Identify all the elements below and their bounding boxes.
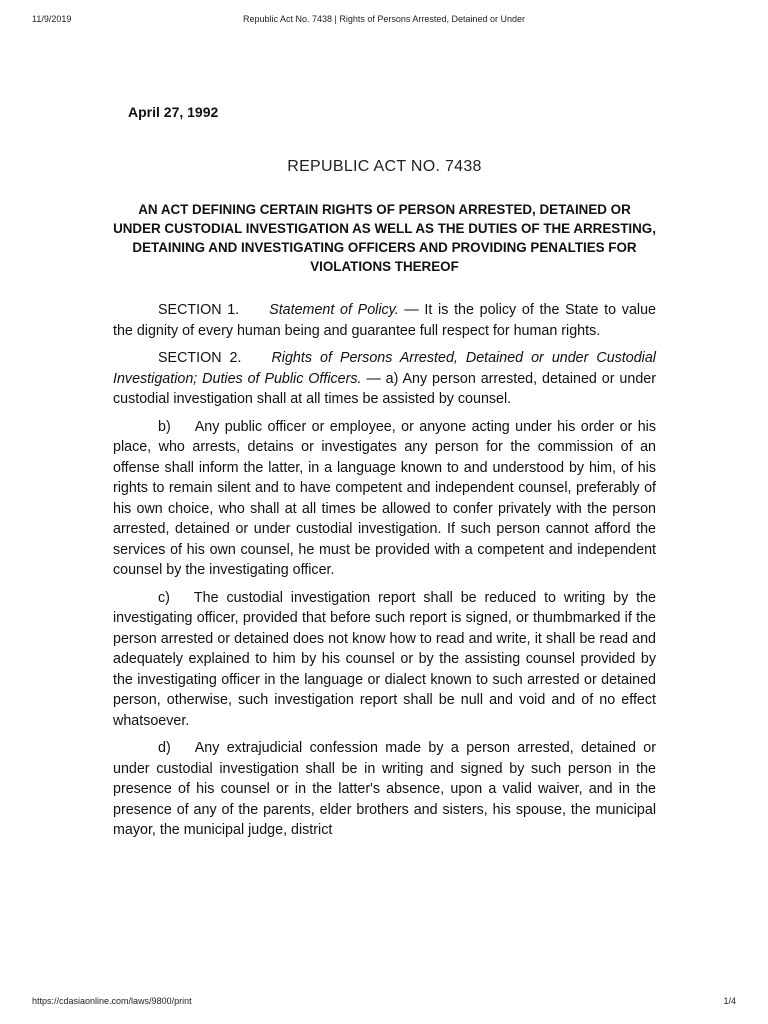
paragraph-b	[113, 417, 656, 581]
paragraph-d	[113, 738, 656, 841]
paragraph-d-label: d)	[158, 740, 171, 756]
print-url: https://cdasiaonline.com/laws/9800/print	[32, 996, 192, 1006]
act-number: REPUBLIC ACT NO. 7438	[287, 158, 482, 175]
print-date: 11/9/2019	[32, 14, 72, 24]
act-title: AN ACT DEFINING CERTAIN RIGHTS OF PERSON ARRESTED, DETAINED OR UNDER CUSTODIAL INVESTIGATION AS WELL AS THE DUTIES OF THE ARRESTING, DETAINING AND INVESTIGATING OFFICERS AND PROVIDING PENALTIES FOR VIOLATIONS THEREOF	[113, 202, 656, 274]
sections	[113, 300, 656, 841]
paragraph-b-text: Any public officer or employee, or anyone acting under his order or his place, who arrests, detains or investigates any person for the commission of an offense shall inform the latter, in a language known to and understood by him, of his rights to remain silent and to have competent and independent counsel, preferably of his own choice, who shall at all times be allowed to confer privately with the person arrested, detained or under custodial investigation. If such person cannot afford the services of his own counsel, he must be provided with a competent and independent counsel by the investigating officer.	[113, 418, 656, 578]
print-footer	[32, 996, 736, 1010]
section-2-text: — a) Any person arrested, detained or under custodial investigation shall at all times be assisted by counsel.	[113, 370, 656, 407]
print-header	[32, 14, 736, 28]
section-2-label: SECTION 2.	[158, 350, 242, 366]
page-number: 1/4	[723, 996, 736, 1006]
section-1-label: SECTION 1.	[158, 302, 240, 318]
print-page-title: Republic Act No. 7438 | Rights of Persons Arrested, Detained or Under	[243, 14, 525, 24]
section-1	[113, 300, 656, 341]
section-2-heading: Rights of Persons Arrested, Detained or under Custodial Investigation; Duties of Public Officers.	[113, 350, 656, 387]
paragraph-b-label: b)	[158, 418, 171, 435]
paragraph-c-text: The custodial investigation report shall be reduced to writing by the investigating officer, provided that before such report is signed, or thumbmarked if the person arrested or detained does not know how to read and write, it shall be read and adequately explained to him by his counsel or by the assisting counsel provided by the investigating officer in the language or dialect known to such arrested or detained person, otherwise, such investigation report shall be null and void and of no effect whatsoever.	[113, 589, 656, 729]
law-date: April 27, 1992	[128, 104, 219, 120]
section-1-text: — It is the policy of the State to value the dignity of every human being and guarantee full respect for human rights.	[113, 302, 656, 339]
section-1-heading: Statement of Policy.	[269, 302, 399, 318]
paragraph-c	[113, 588, 656, 732]
paragraph-c-label: c)	[158, 589, 170, 606]
paragraph-d-text: Any extrajudicial confession made by a person arrested, detained or under custodial investigation shall be in writing and signed by such person in the presence of his counsel or in the latter's absence, upon a valid waiver, and in the presence of any of the parents, elder brothers and sisters, his spouse, the municipal mayor, the municipal judge, district	[113, 740, 656, 838]
section-2	[113, 348, 656, 410]
document-body	[113, 104, 656, 848]
